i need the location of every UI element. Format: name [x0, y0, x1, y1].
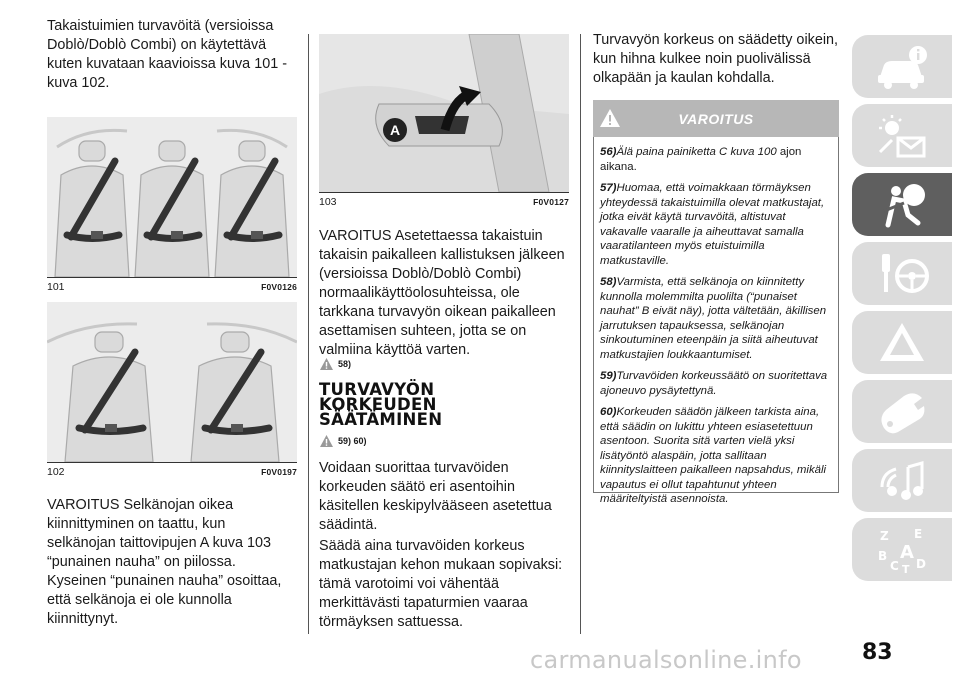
tab-dashboard[interactable] — [852, 104, 952, 167]
heading-line: SÄÄTÄMINEN — [319, 410, 443, 429]
tab-maintenance[interactable] — [852, 380, 952, 443]
tab-vehicle-info[interactable] — [852, 35, 952, 98]
tab-multimedia[interactable] — [852, 449, 952, 512]
heading-line: TURVAVYÖN — [319, 380, 435, 399]
tab-starting-driving[interactable] — [852, 242, 952, 305]
item-text-tail: ajon aikana. — [600, 146, 802, 173]
index-letter: D — [916, 556, 926, 571]
figure-103 — [319, 34, 569, 208]
index-letters-icon — [874, 526, 930, 574]
warning-item — [600, 275, 832, 362]
service-wrench-icon — [874, 388, 930, 436]
warning-box — [593, 100, 839, 505]
tab-emergency[interactable] — [852, 311, 952, 374]
seatbelt-position-note: VAROITUS Asetettaessa takaistuin takaisin paikalleen kallistuksen jälkeen (versioissa Doblò/Doblò Combi) normaalikäyttöolosuhteissa, ole tarkkana turvavyön oikean paikalleen asettamisen suhteen, jotta se on valmiina käyttöä varten. — [319, 228, 565, 358]
figure-number: 102 — [47, 466, 65, 478]
index-letter: B — [878, 548, 888, 563]
red-band-note: VAROITUS Selkänojan oikea kiinnittyminen on taattu, kun selkänojan taittovipujen A kuva 103 “punainen nauha” on piilossa. Kyseinen “punainen nauha” osoittaa, että selkänoja ei ole kunnolla kiinnittynyt. — [47, 497, 282, 627]
figure-number: 103 — [319, 196, 337, 208]
seatbelt-airbag-icon — [874, 181, 930, 229]
item-text: Korkeuden säädön jälkeen tarkista aina, että säädin on lukittu yhteen esiasetettuun asentoon. Suorita sitä varten vielä yksi lisätyöntö alaspäin, jotta sallitaan kiinnityslaitteen paikalleen napsahdus, mikäli vapautus ei ollut tapahtunut yhteen määriteltyistä asennoista. — [600, 406, 827, 505]
height-correct-text: Turvavyön korkeus on säädetty oikein, kun hihna kulkee noin puolivälissä olkapään ja kaulan kohdalla. — [593, 32, 839, 86]
index-letter: E — [914, 526, 923, 541]
warning-body — [593, 137, 839, 505]
warning-header — [593, 100, 839, 137]
figure-code: F0V0127 — [533, 197, 569, 207]
item-number: 59) — [600, 370, 617, 382]
item-text: Älä paina painiketta C kuva 100 — [616, 146, 777, 158]
tab-index[interactable] — [852, 518, 952, 581]
rear-seatbelts-two-passengers-illustration — [47, 302, 297, 463]
heading-line: KORKEUDEN — [319, 395, 437, 414]
warning-tools-icon — [874, 319, 930, 367]
chapter-tabs — [852, 35, 960, 587]
figure-code: F0V0197 — [261, 467, 297, 477]
item-text: Turvavöiden korkeussäätö on suoritettava ajoneuvo pysäytettynä. — [600, 370, 828, 397]
index-letter: A — [900, 541, 914, 563]
seat-release-lever-illustration — [319, 34, 569, 193]
item-text: Varmista, että selkänoja on kiinnitetty kunnolla molemmilta puolilta (“punaiset nauhat” B eivät näy), jotta vältetään, äkillisen jarrutuksen tapauksessa, selkänojan sinkoutuminen eteenpäin ja siitä aiheutuvat matkustajien loukkaantumiset. — [600, 276, 827, 361]
warning-item — [600, 369, 832, 398]
item-number: 58) — [600, 276, 617, 288]
warning-triangle-icon — [599, 108, 621, 128]
figure-101 — [47, 117, 297, 293]
figure-101-caption — [47, 281, 297, 293]
figure-code: F0V0126 — [261, 282, 297, 292]
column-divider — [308, 34, 309, 634]
index-letter: C — [890, 558, 899, 573]
warning-title: VAROITUS — [678, 110, 754, 127]
section-heading — [319, 382, 442, 427]
adjustment-paragraph-1: Voidaan suorittaa turvavöiden korkeuden säätö eri asentoihin käsitellen keskipylvääseen asetettua säädintä. — [319, 460, 552, 533]
warning-reference — [319, 357, 351, 371]
index-letter: T — [902, 562, 910, 574]
figure-102 — [47, 302, 297, 478]
callout-label: A — [389, 122, 401, 138]
warning-reference — [319, 434, 367, 448]
key-steering-wheel-icon — [874, 250, 930, 298]
rear-seatbelts-three-passengers-illustration — [47, 117, 297, 278]
warning-triangle-icon — [319, 357, 334, 371]
figure-102-caption — [47, 466, 297, 478]
index-letter: Z — [880, 528, 889, 543]
reference-number: 59) 60) — [338, 436, 367, 446]
warning-item — [600, 145, 832, 174]
reference-number: 58) — [338, 359, 352, 369]
figure-number: 101 — [47, 281, 65, 293]
car-info-icon — [874, 43, 930, 91]
item-text: Huomaa, että voimakkaan törmäyksen yhteydessä takaistuimilla olevat matkustajat, jotka eivät käytä turvavöitä, altistuvat vakavalle vaaralle ja aiheuttavat samalla vaaratilanteen myös etuistuimilla matkustaville. — [600, 182, 825, 267]
multimedia-icon — [874, 457, 930, 505]
page-number: 83 — [862, 640, 893, 665]
item-number: 60) — [600, 406, 617, 418]
dashboard-lights-icon — [874, 112, 930, 160]
item-number: 56) — [600, 146, 617, 158]
warning-item — [600, 181, 832, 268]
tab-safety[interactable] — [852, 173, 952, 236]
warning-item — [600, 405, 832, 507]
column-divider — [580, 34, 581, 634]
watermark: carmanualsonline.info — [530, 646, 802, 674]
item-number: 57) — [600, 182, 617, 194]
adjustment-paragraph-2: Säädä aina turvavöiden korkeus matkustajan kehon mukaan sopivaksi: tämä varotoimi voi vähentää merkittävästi tapaturmien vaaraa törmäyksen sattuessa. — [319, 538, 563, 630]
intro-text: Takaistuimien turvavöitä (versioissa Doblò/Doblò Combi) on käytettävä kuten kuvataan kaavioissa kuva 101 - kuva 102. — [47, 18, 287, 91]
figure-103-caption — [319, 196, 569, 208]
warning-triangle-icon — [319, 434, 334, 448]
